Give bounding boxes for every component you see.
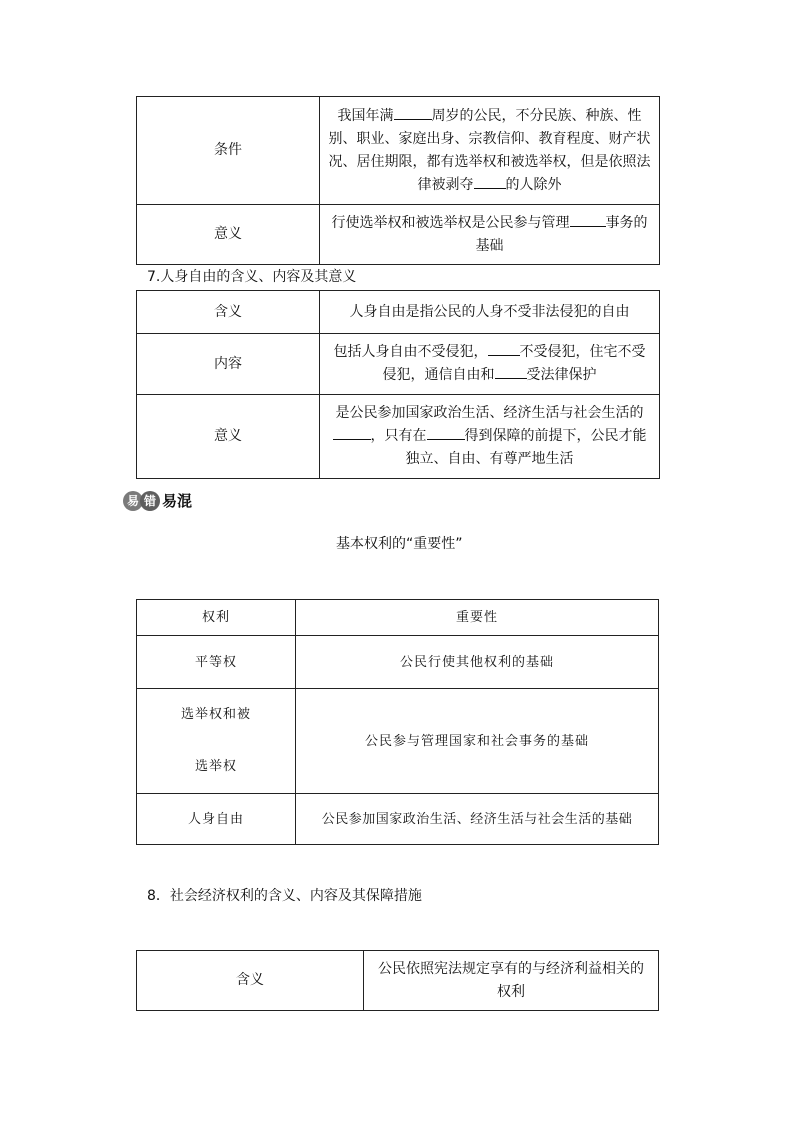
badge-label: 易混 [162, 492, 193, 510]
badge-circle-icon: 易 [123, 491, 143, 511]
table-row [137, 689, 659, 794]
row-label: 含义 [137, 951, 364, 1011]
row-label: 内容 [137, 334, 320, 395]
row-content: 包括人身自由不受侵犯， 不受侵犯，住宅不受侵犯，通信自由和 受法律保护 [320, 334, 660, 395]
right-cell: 平等权 [137, 636, 296, 689]
fill-blank [474, 174, 506, 189]
fill-blank [495, 364, 527, 379]
confusion-badge [123, 490, 192, 511]
section-7-title: 7.人身自由的含义、内容及其意义 [147, 269, 357, 285]
row-label: 意义 [137, 205, 320, 265]
row-content: 我国年满 周岁的公民，不分民族、种族、性别、职业、家庭出身、宗教信仰、教育程度、财产状况、居住期限，都有选举权和被选举权，但是依照法律被剥夺 的人除外 [320, 97, 660, 205]
economic-rights-table [136, 950, 659, 1011]
section-8-title: 8．社会经济权利的含义、内容及其保障措施 [147, 888, 422, 904]
table-row [137, 97, 660, 205]
badge-circle-icon: 错 [140, 491, 160, 511]
importance-cell: 公民行使其他权利的基础 [296, 636, 659, 689]
row-content: 是公民参加国家政治生活、经济生活与社会生活的，只有在 得到保障的前提下，公民才能独立、自由、有尊严地生活 [320, 395, 660, 479]
fill-blank [570, 212, 606, 227]
row-content: 公民依照宪法规定享有的与经济利益相关的权利 [364, 951, 659, 1011]
column-header: 权利 [137, 600, 296, 636]
fill-blank [427, 425, 465, 440]
row-content: 行使选举权和被选举权是公民参与管理 事务的基础 [320, 205, 660, 265]
personal-freedom-table [136, 290, 660, 479]
importance-table [136, 599, 659, 845]
table-header-row [137, 600, 659, 636]
table-row [137, 334, 660, 395]
election-rights-table [136, 96, 660, 265]
column-header: 重要性 [296, 600, 659, 636]
importance-cell: 公民参与管理国家和社会事务的基础 [296, 689, 659, 794]
row-content: 人身自由是指公民的人身不受非法侵犯的自由 [320, 291, 660, 334]
table-row [137, 291, 660, 334]
table-row [137, 395, 660, 479]
fill-blank [333, 425, 371, 440]
table-row [137, 205, 660, 265]
fill-blank [488, 341, 520, 356]
right-cell: 人身自由 [137, 794, 296, 845]
row-label: 意义 [137, 395, 320, 479]
table-row [137, 636, 659, 689]
row-label: 含义 [137, 291, 320, 334]
fill-blank [394, 105, 432, 120]
importance-title: 基本权利的“重要性” [336, 536, 463, 552]
row-label: 条件 [137, 97, 320, 205]
importance-cell: 公民参加国家政治生活、经济生活与社会生活的基础 [296, 794, 659, 845]
right-cell: 选举权和被 选举权 [137, 689, 296, 794]
table-row [137, 794, 659, 845]
table-row [137, 951, 659, 1011]
